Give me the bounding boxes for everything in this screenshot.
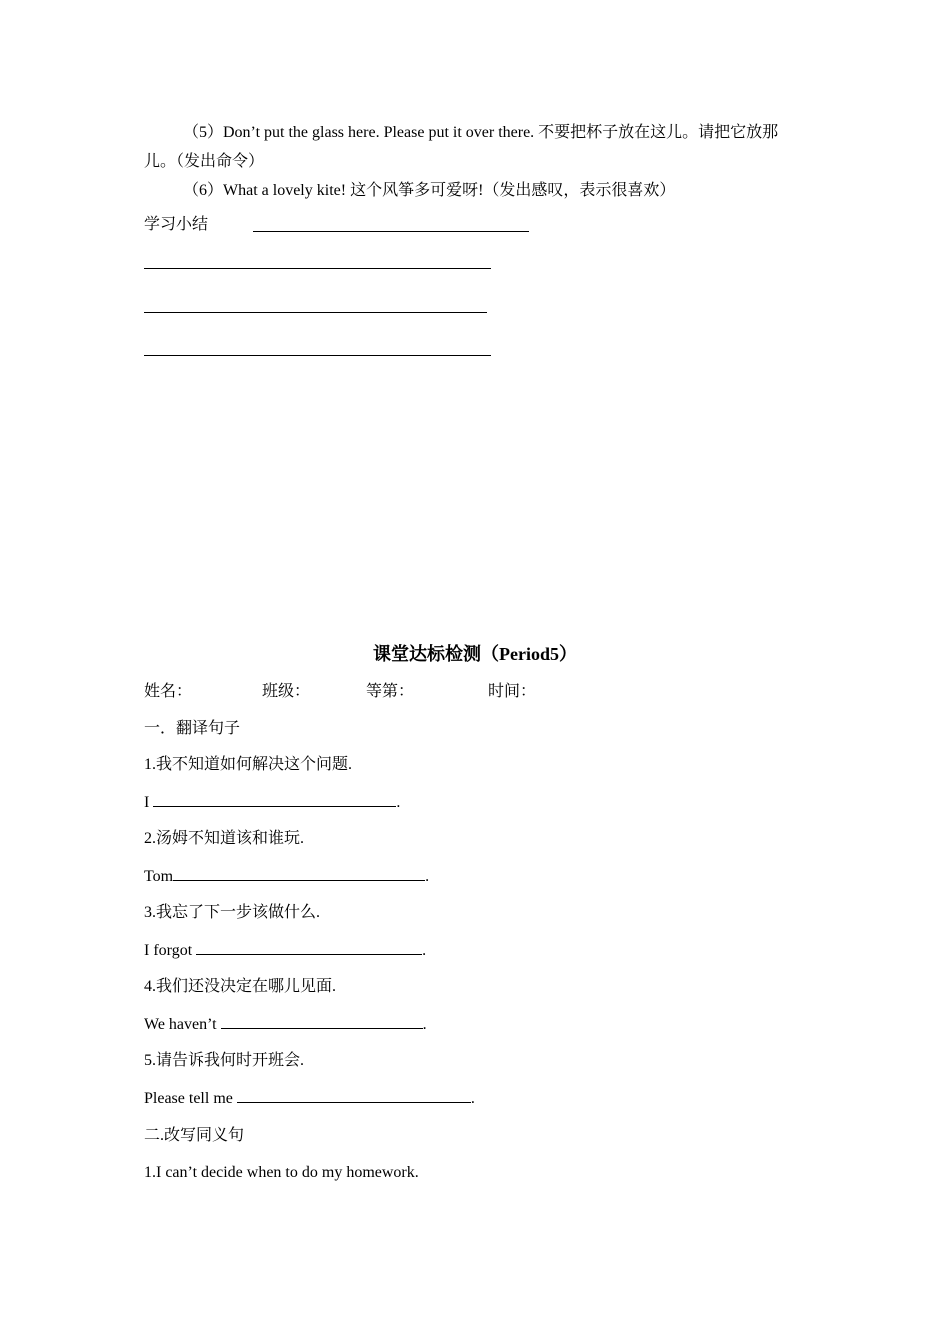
answer-1-blank[interactable]: [153, 792, 396, 807]
answer-2: [144, 866, 429, 887]
question-5: 5.请告诉我何时开班会.: [144, 1052, 305, 1069]
answer-2-prefix: Tom: [144, 868, 174, 885]
answer-1-suffix: .: [396, 794, 401, 811]
part-1-heading: 一．翻译句子: [144, 720, 241, 737]
answer-5: [144, 1088, 475, 1109]
question-3: 3.我忘了下一步该做什么.: [144, 904, 321, 921]
question-1: 1.我不知道如何解决这个问题.: [144, 756, 353, 773]
summary-rule-3: [144, 312, 487, 313]
answer-3-suffix: .: [422, 942, 427, 959]
answer-5-suffix: .: [470, 1090, 475, 1107]
part-2-heading: 二.改写同义句: [144, 1127, 245, 1144]
summary-label: 学习小结: [144, 216, 209, 233]
answer-1: [144, 792, 400, 813]
answer-5-blank[interactable]: [237, 1088, 471, 1103]
answer-3-blank[interactable]: [196, 940, 422, 955]
question-2: 2.汤姆不知道该和谁玩.: [144, 830, 305, 847]
rewrite-question-1: 1.I can’t decide when to do my homework.: [144, 1164, 419, 1181]
item-5-line-1: （5）Don’t put the glass here. Please put it over there. 不要把杯子放在这儿。请把它放那: [183, 124, 779, 141]
answer-2-blank[interactable]: [173, 866, 425, 881]
summary-rule-2: [144, 268, 491, 269]
item-6: （6）What a lovely kite! 这个风筝多可爱呀!（发出感叹，表示很喜欢）: [183, 182, 676, 199]
item-5-line-2: 儿。（发出命令）: [144, 153, 265, 170]
answer-4-blank[interactable]: [221, 1014, 423, 1029]
grade-label: 等第：: [366, 683, 415, 700]
test-title: 课堂达标检测（Period5）: [373, 644, 577, 664]
answer-3: [144, 940, 426, 961]
answer-4-suffix: .: [422, 1016, 427, 1033]
answer-2-suffix: .: [425, 868, 430, 885]
answer-1-prefix: I: [144, 794, 154, 811]
time-label: 时间：: [488, 683, 537, 700]
summary-rule-1: [253, 231, 529, 232]
name-label: 姓名：: [144, 683, 193, 700]
answer-5-prefix: Please tell me: [144, 1090, 237, 1107]
answer-4-prefix: We haven’t: [144, 1016, 221, 1033]
answer-4: [144, 1014, 427, 1035]
question-4: 4.我们还没决定在哪儿见面.: [144, 978, 337, 995]
summary-rule-4: [144, 355, 491, 356]
answer-3-prefix: I forgot: [144, 942, 197, 959]
class-label: 班级：: [262, 683, 311, 700]
